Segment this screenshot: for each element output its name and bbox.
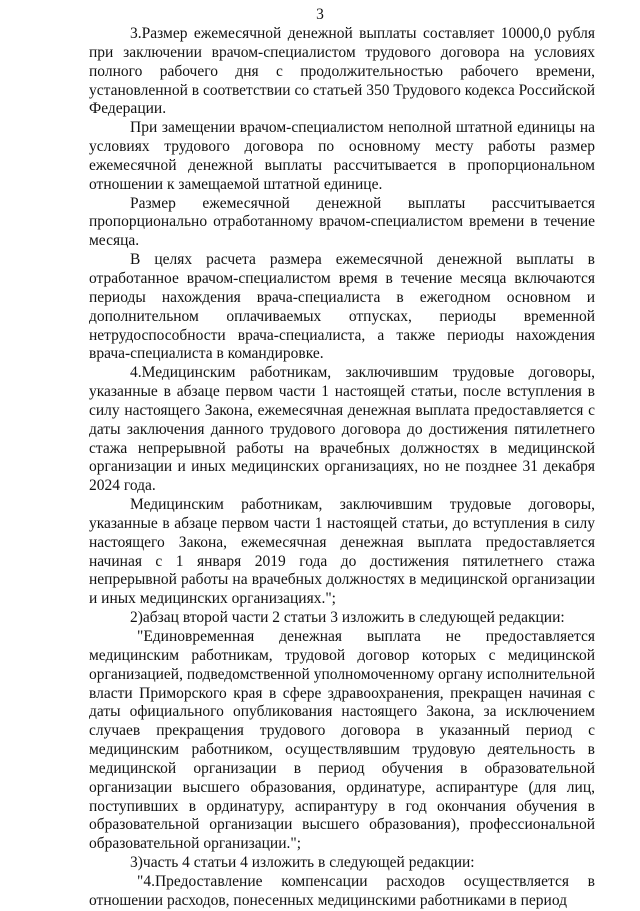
paragraph: 3)часть 4 статьи 4 изложить в следующей редакции: (130, 854, 475, 872)
paragraph: В целях расчета размера ежемесячной денежной выплаты в отработанное врачом-специалистом время в течение месяца включаются периоды нахождения врача-специалиста в ежегодном основном и дополнительном оплачиваемых отпусках, периоды временной нетрудоспособности врача-специалиста, а также периоды нахождения врача-специалиста в командировке. (89, 251, 595, 363)
page-number: 3 (316, 6, 324, 23)
paragraph: При замещении врачом-специалистом неполной штатной единицы на условиях трудового договора по основному месту работы размер ежемесячной денежной выплаты рассчитывается в пропорциональном отношении к замещаемой штатной единице. (89, 119, 595, 193)
paragraph: 4.Медицинским работникам, заключившим трудовые договоры, указанные в абзаце первом части 1 настоящей статьи, после вступления в силу настоящего Закона, ежемесячная денежная выплата предоставляется с даты заключения данного трудового договора до достижения пятилетнего стажа непрерывной работы на врачебных должностях в медицинской организации и иных медицинских организациях, но не позднее 31 декабря 2024 года. (89, 364, 595, 495)
paragraph: Размер ежемесячной денежной выплаты рассчитывается пропорционально отработанному врачом-специалистом времени в течение месяца. (89, 194, 595, 250)
paragraph: Медицинским работникам, заключившим трудовые договоры, указанные в абзаце первом части 1 настоящей статьи, до вступления в силу настоящего Закона, ежемесячная денежная выплата предоставляется начиная с 1 января 2019 года до достижения пятилетнего стажа непрерывной работы на врачебных должностях в медицинской организации и иных медицинских организациях."; (89, 496, 595, 608)
document-body (89, 25, 595, 911)
paragraph: 2)абзац второй части 2 статьи 3 изложить в следующей редакции: (130, 609, 565, 627)
paragraph: "4.Предоставление компенсации расходов осуществляется в отношении расходов, понесенных медицинскими работниками в период (89, 872, 595, 909)
paragraph: "Единовременная денежная выплата не предоставляется медицинским работникам, трудовой договор которых с медицинской организацией, подведомственной уполномоченному органу исполнительной власти Приморского края в сфере здравоохранения, прекращен начиная с даты официального опубликования настоящего Закона, за исключением случаев прекращения трудового договора в указанный период с медицинским работником, осуществлявшим трудовую деятельность в медицинской организации в период обучения в образовательной организации высшего образования, ординатуре, аспирантуре (для лиц, поступивших в ординатуру, аспирантуру в год окончания обучения в образовательной организации высшего образования), профессиональной образовательной организации."; (89, 628, 595, 853)
paragraph: 3.Размер ежемесячной денежной выплаты составляет 10000,0 рубля при заключении врачом-специалистом трудового договора на условиях полного рабочего дня с продолжительностью рабочего времени, установленной в соответствии со статьей 350 Трудового кодекса Российской Федерации. (89, 25, 595, 118)
